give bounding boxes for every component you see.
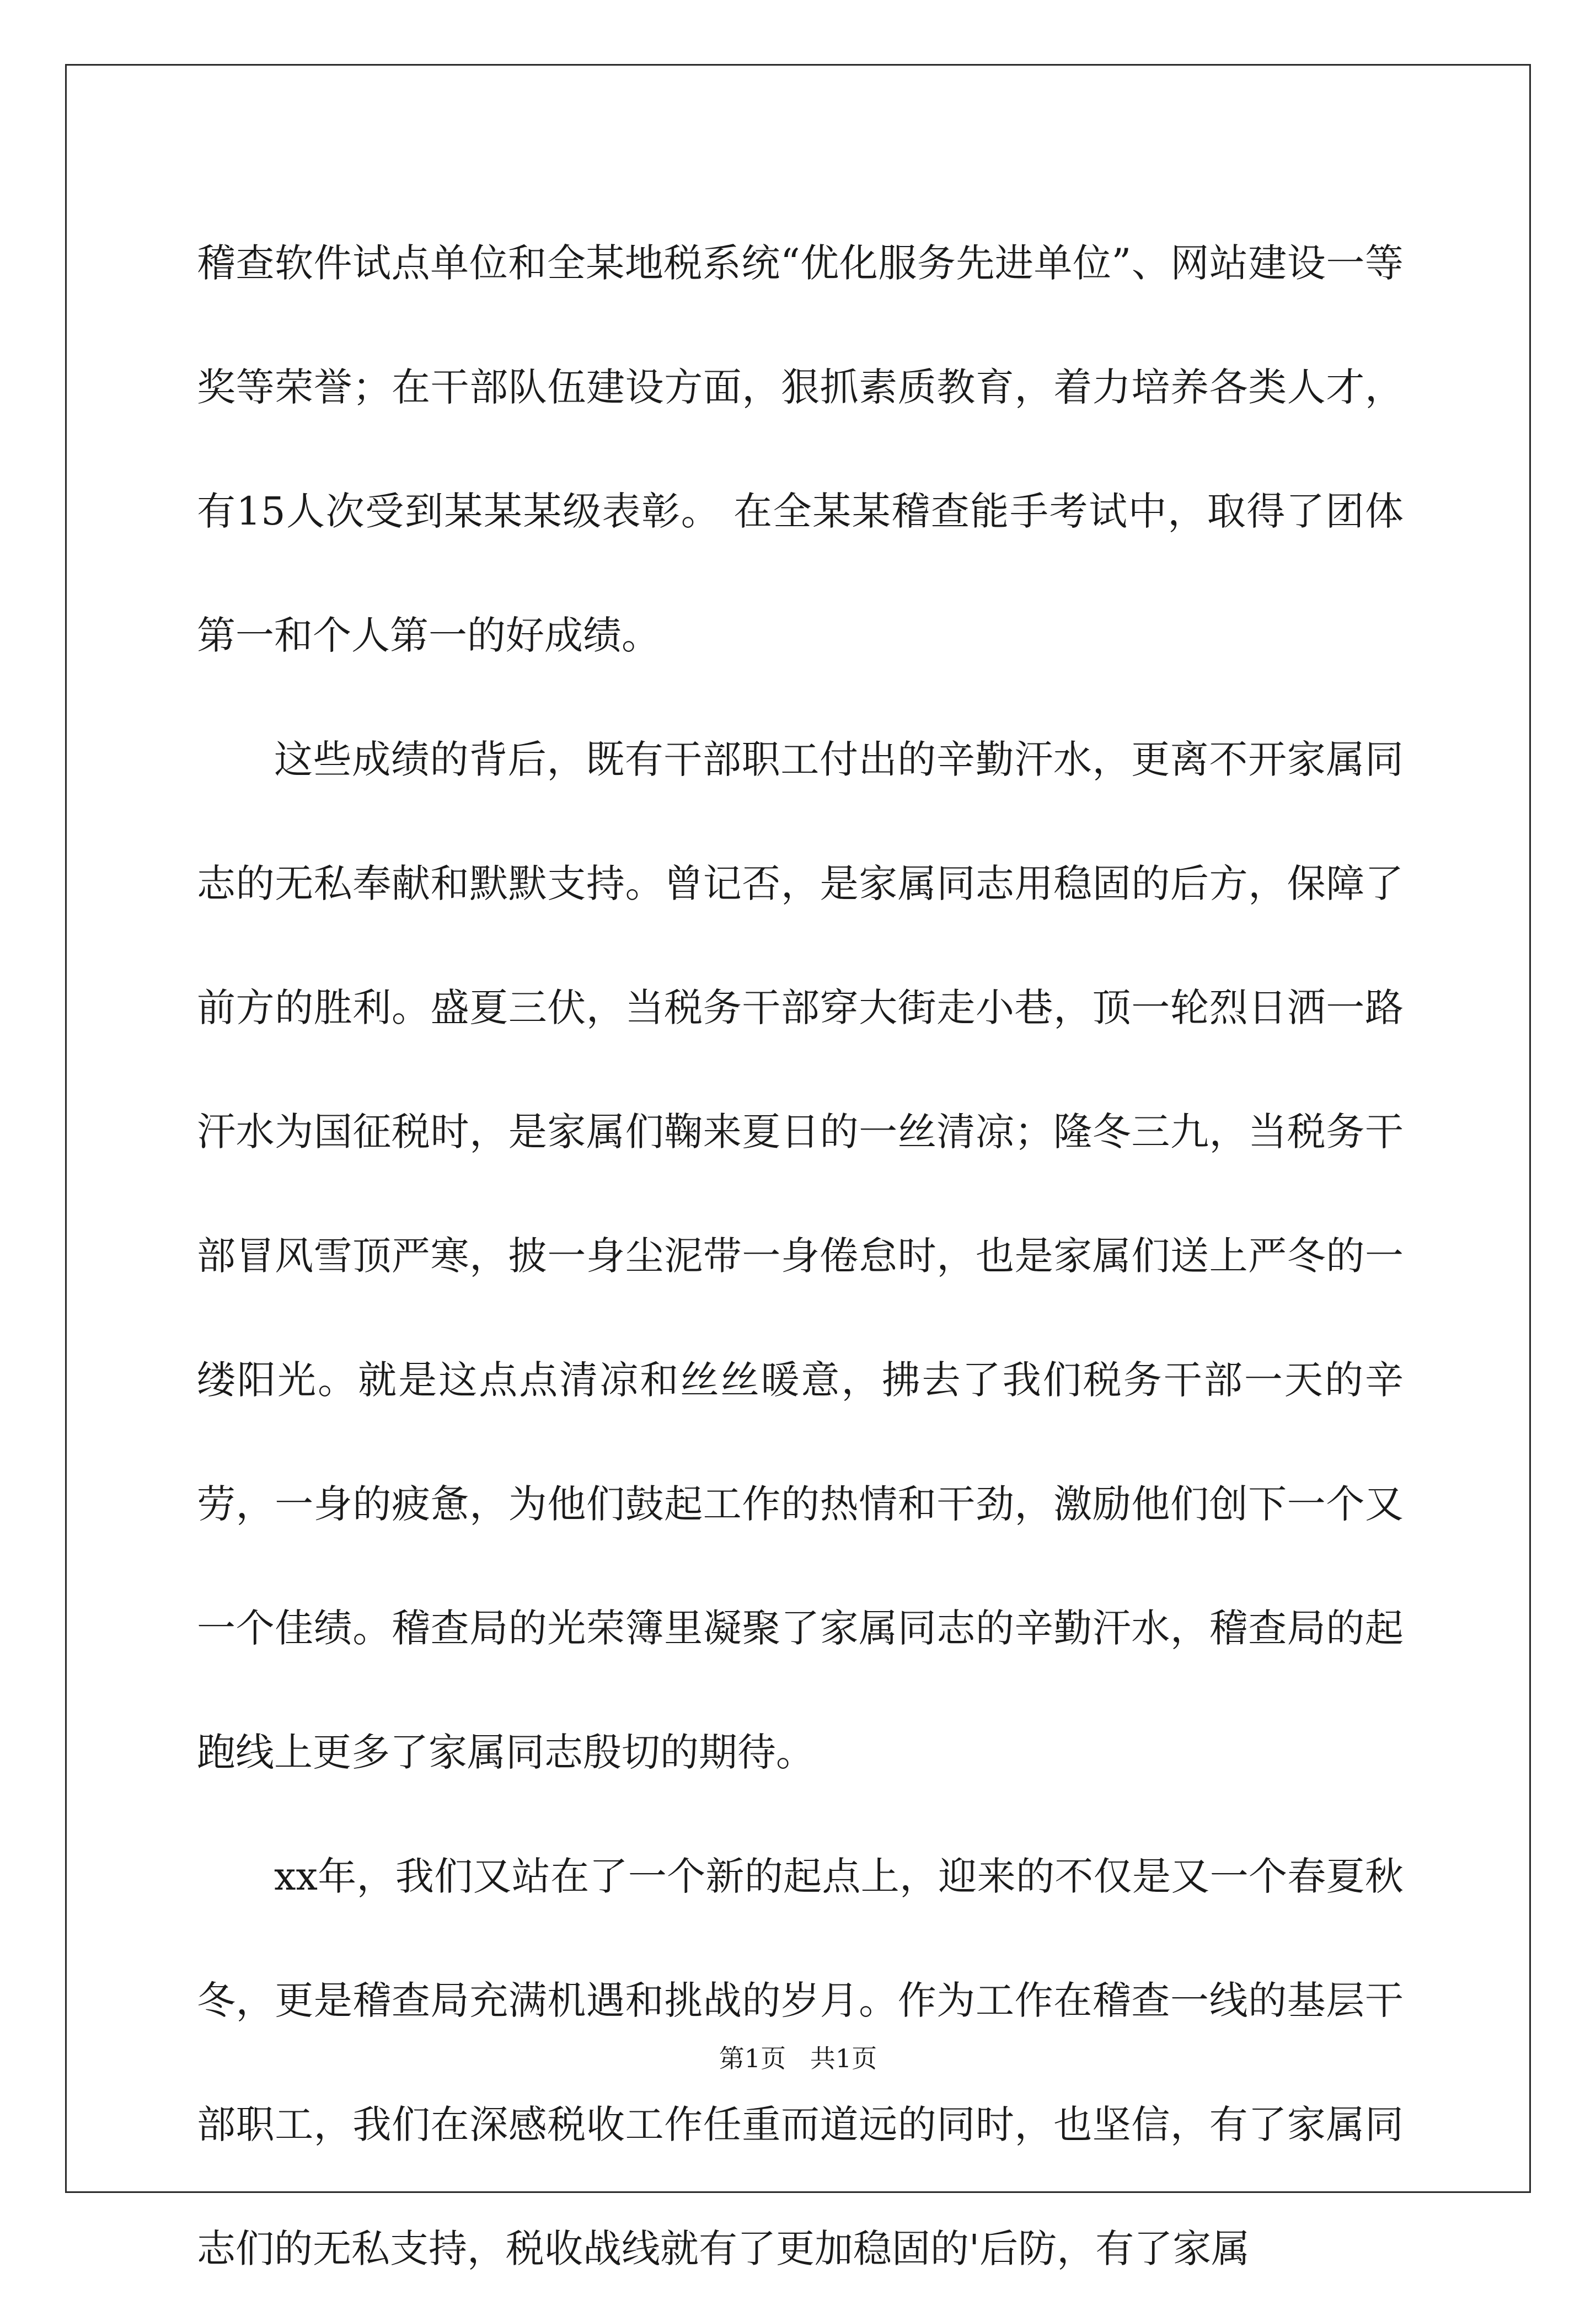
paragraph-3: xx年，我们又站在了一个新的起点上，迎来的不仅是又一个春夏秋冬，更是稽查局充满机遇和挑战的岁月。作为工作在稽查一线的基层干部职工，我们在深感税收工作任重而道远的同时，也坚信，有了家属同志们的无私支持，税收战线就有了更加稳固的'后防，有了家属 (197, 1854, 1404, 2271)
page-number-footer: 第1页 共1页 (719, 2043, 877, 2073)
document-body (197, 201, 1404, 2311)
paragraph-2: 这些成绩的背后，既有干部职工付出的辛勤汗水，更离不开家属同志的无私奉献和默默支持。曾记否，是家属同志用稳固的后方，保障了前方的胜利。盛夏三伏，当税务干部穿大街走小巷，顶一轮烈日洒一路汗水为国征税时，是家属们鞠来夏日的一丝清凉；隆冬三九，当税务干部冒风雪顶严寒，披一身尘泥带一身倦怠时，也是家属们送上严冬的一缕阳光。就是这点点清凉和丝丝暖意，拂去了我们税务干部一天的辛劳，一身的疲惫，为他们鼓起工作的热情和干劲，激励他们创下一个又一个佳绩。稽查局的光荣簿里凝聚了家属同志的辛勤汗水，稽查局的起跑线上更多了家属同志殷切的期待。 (197, 737, 1404, 1775)
paragraph-1: 稽查软件试点单位和全某地税系统“优化服务先进单位”、网站建设一等奖等荣誉；在干部队伍建设方面，狠抓素质教育，着力培养各类人才，有15人次受到某某某级表彰。 在全某某稽查能手考试中，取得了团体第一和个人第一的好成绩。 (197, 240, 1404, 658)
